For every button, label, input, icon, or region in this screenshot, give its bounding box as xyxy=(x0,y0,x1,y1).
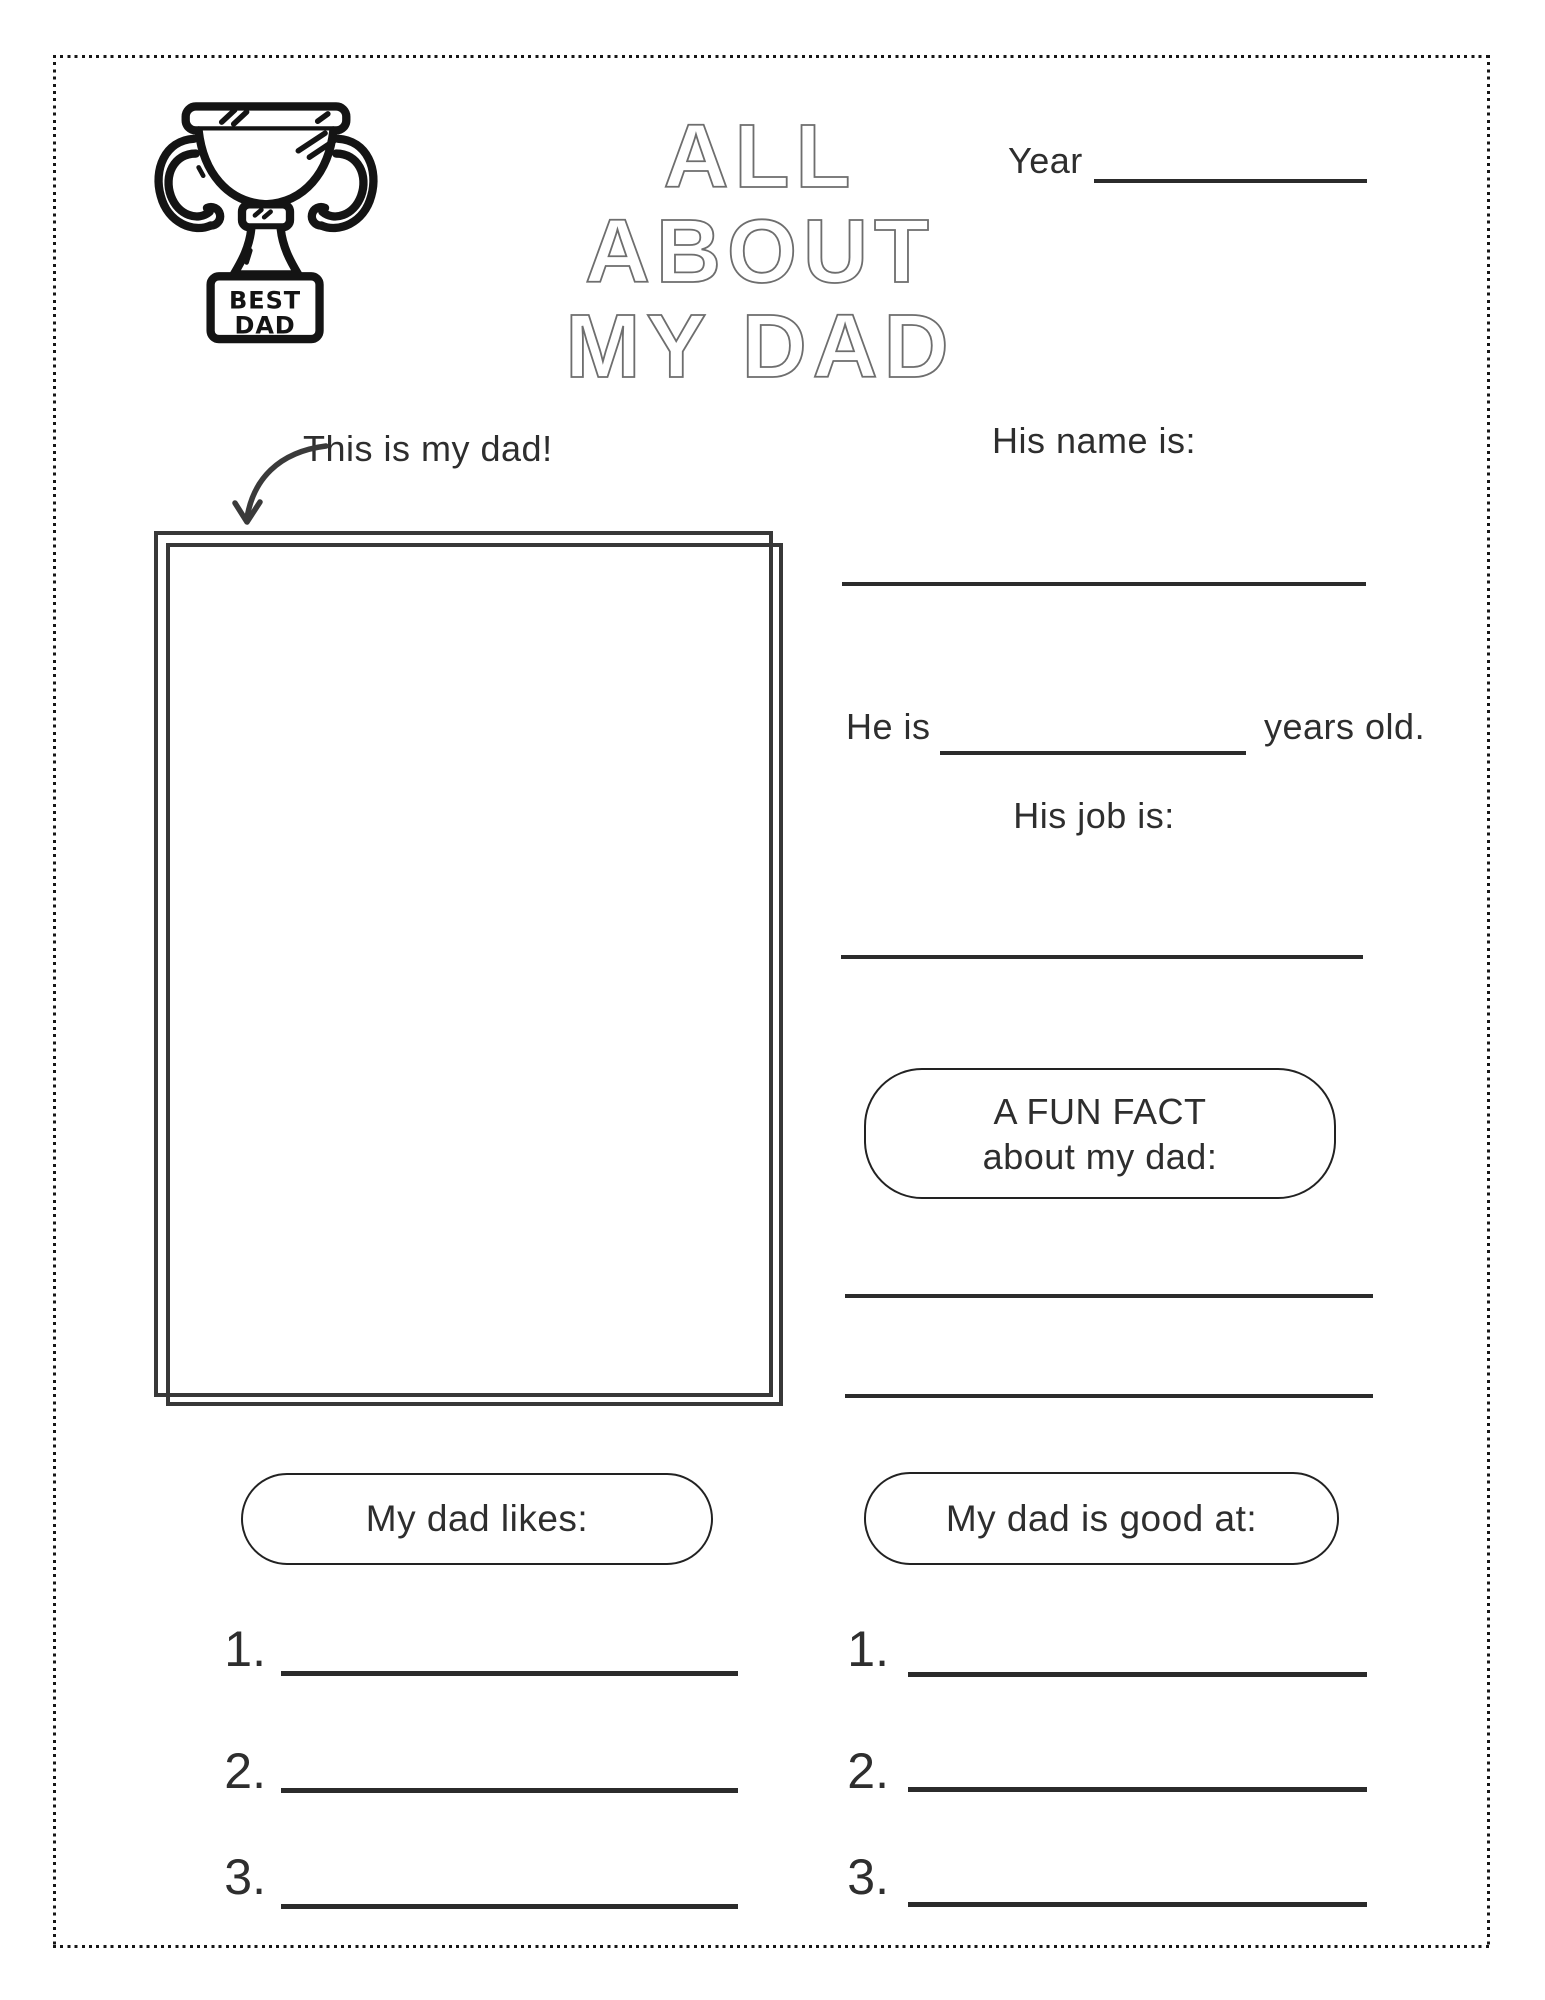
page-title-line-3: MY DAD xyxy=(565,297,955,397)
good-at-blank-line-3[interactable] xyxy=(908,1902,1367,1907)
likes-blank-line-1[interactable] xyxy=(281,1671,738,1676)
curved-arrow-icon xyxy=(222,436,342,536)
job-label: His job is: xyxy=(1013,795,1175,836)
photo-caption: This is my dad! xyxy=(303,428,553,469)
age-blank-line[interactable] xyxy=(940,751,1246,755)
page-title-line-2: ABOUT xyxy=(585,202,935,302)
age-suffix-label: years old. xyxy=(1264,706,1426,747)
likes-blank-line-3[interactable] xyxy=(281,1904,738,1909)
fun-fact-blank-line-1[interactable] xyxy=(845,1294,1373,1298)
trophy-plate-text-dad: DAD xyxy=(234,311,296,340)
name-label: His name is: xyxy=(991,420,1197,461)
year-blank-line[interactable] xyxy=(1094,179,1367,183)
likes-blank-line-2[interactable] xyxy=(281,1788,738,1793)
likes-title: My dad likes: xyxy=(365,1498,589,1539)
likes-box xyxy=(241,1473,713,1565)
fun-fact-title-line-2: about my dad: xyxy=(982,1135,1218,1177)
year-label: Year xyxy=(1008,140,1083,181)
fun-fact-box xyxy=(864,1068,1336,1199)
age-prefix-label: He is xyxy=(846,706,931,747)
trophy-plate-text-best: BEST xyxy=(229,286,302,315)
good-at-box xyxy=(864,1472,1339,1565)
fun-fact-blank-line-2[interactable] xyxy=(845,1394,1373,1398)
page-border-right xyxy=(1487,55,1490,1948)
name-blank-line[interactable] xyxy=(842,582,1366,586)
good-at-item-number-1: 1. xyxy=(847,1621,889,1677)
photo-frame[interactable] xyxy=(154,531,773,1397)
likes-item-number-1: 1. xyxy=(224,1621,266,1677)
page-border-left xyxy=(53,55,56,1948)
good-at-item-number-2: 2. xyxy=(847,1743,889,1799)
best-dad-trophy-icon xyxy=(146,94,386,346)
good-at-blank-line-2[interactable] xyxy=(908,1787,1367,1792)
page-title-line-1: ALL xyxy=(663,107,857,207)
job-blank-line[interactable] xyxy=(841,955,1363,959)
good-at-item-number-3: 3. xyxy=(847,1849,889,1905)
good-at-blank-line-1[interactable] xyxy=(908,1672,1367,1677)
likes-item-number-3: 3. xyxy=(224,1849,266,1905)
fun-fact-title-line-1: A FUN FACT xyxy=(993,1090,1207,1132)
likes-item-number-2: 2. xyxy=(224,1743,266,1799)
good-at-title: My dad is good at: xyxy=(945,1497,1258,1539)
page-border-top xyxy=(53,55,1490,58)
page-border-bottom xyxy=(53,1945,1490,1948)
